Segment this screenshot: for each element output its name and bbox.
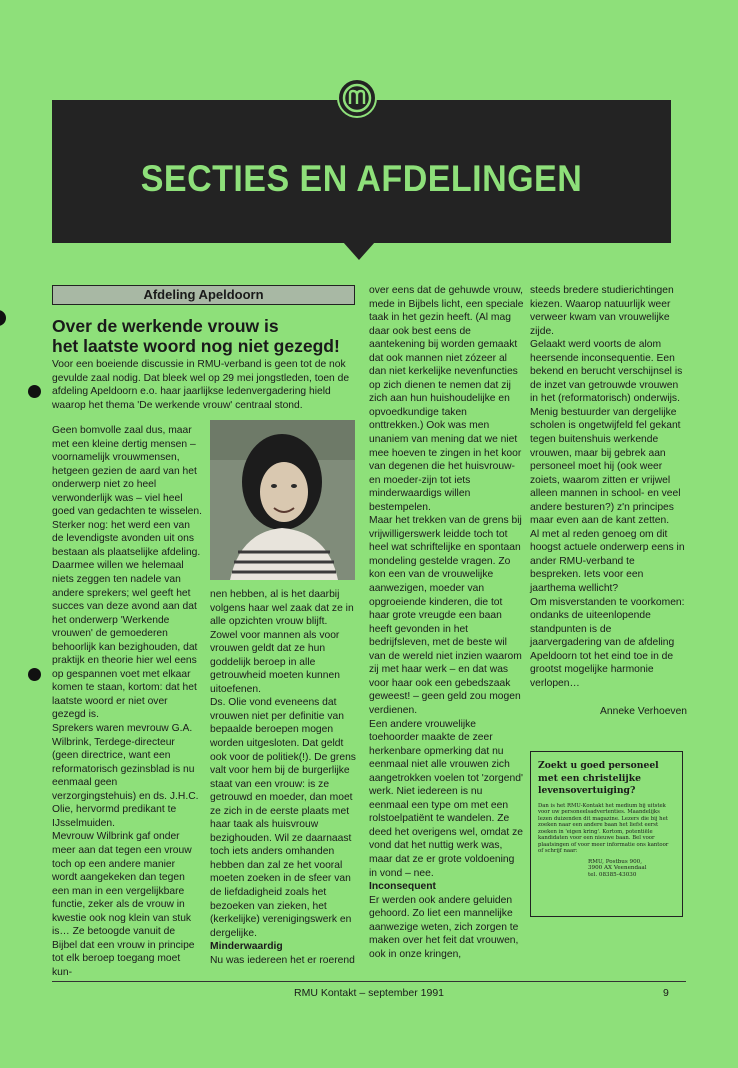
paragraph: steeds bredere studierichtingen kiezen. Waarop natuurlijk weer verweer kwam van vrouwelijke zijde.	[530, 285, 674, 337]
paragraph: Zowel voor mannen als voor vrouwen geldt dat ze hun goddelijk beroep in alle getrouwheid moeten kunnen uitoefenen.	[210, 629, 340, 695]
headline-line-2: het laatste woord nog niet gezegd!	[52, 336, 340, 356]
footer-divider	[52, 981, 686, 982]
ad-address	[588, 859, 675, 879]
paragraph: Gelaakt werd voorts de alom heersende inconsequentie. Een bekend en berucht verschijnsel is de inzet van getrouwde vrouwen in het (reformatorisch) onderwijs. Menig bestuurder van dergelijke scholen is ongetwijfeld fel gekant tegen buitenshuis werkende vrouwen, maar bij gebrek aan personeel moet hij (ook weer zoiets, waarom zitten er vrijwel alleen mannen in school- en veel andere besturen?) z'n principes maar even aan de kant zetten.	[530, 339, 683, 527]
ad-title: Zoekt u goed personeel met een christelijke levensovertuiging?	[538, 760, 659, 796]
article-headline	[52, 316, 357, 356]
paragraph: Er werden ook andere geluiden gehoord. Zo liet een mannelijke aanwezige weten, zich zorgen te maken over het feit dat vrouwen, ook in onze kringen,	[369, 894, 519, 960]
paragraph: Om misverstanden te voorkomen: ondanks de uiteenlopende standpunten is de jaarvergadering van de afdeling Apeldoorn tot het eind toe in de grootst mogelijke harmonie verlopen…	[530, 596, 685, 689]
paragraph: Sprekers waren mevrouw G.A. Wilbrink, Terdege-directeur (geen directrice, want een reformatorisch gezinsblad is nu eenmaal geen verzorgingstehuis) en ds. J.H.C. Olie, hervormd predikant te IJsselmuiden.	[52, 723, 199, 829]
section-label: Afdeling Apeldoorn	[52, 285, 355, 305]
subheading: Inconsequent	[369, 881, 436, 893]
paragraph: over eens dat de gehuwde vrouw, mede in Bijbels licht, een speciale taak in het gezin heeft. (Al mag daar ook best eens de aantekening bij worden gemaakt dat ook mannen niet zózeer al dan niet kerkelijke nevenfuncties op zich dienen te nemen dat zij zich aan hun huishoudelijke en opvoedkundige taken onttrekken.) Ook was men unaniem van mening dat we niet mee hoeven te zingen in het koor van degenen die het huisvrouw- en moeder-zijn tot iets minderwaardigs willen bestempelen.	[369, 285, 524, 513]
paragraph: nen hebben, al is het daarbij volgens haar wel zaak dat ze in alle opzichten vrouw blijft.	[210, 589, 354, 628]
headline-line-1: Over de werkende vrouw is	[52, 316, 279, 336]
article-column-2	[210, 588, 360, 967]
page-title: SECTIES EN AFDELINGEN	[140, 158, 583, 199]
paragraph: Een andere vrouwelijke toehoorder maakte de zeer herkenbare opmerking dat nu eenmaal niet alle vrouwen zich aangetrokken voelen tot 'zorgend' werk. Niet iedereen is nu eenmaal een type om met een rolstoelpatiënt te wandelen. Ze deed het overigens wel, omdat ze vond dat het nuttig werk was, maar dat ze er grote voldoening in vond – nee.	[369, 718, 523, 879]
ad-address-line: 3900 AX Veenendaal	[588, 865, 647, 872]
punch-hole-3	[28, 668, 41, 681]
punch-hole-1	[0, 310, 6, 326]
article-intro: Voor een boeiende discussie in RMU-verband is geen tot de nok gevulde zaal nodig. Dat bleek wel op 29 mei jongstleden, toen de afdeling Apeldoorn e.o. haar jaarlijkse ledenvergadering hield waarop het thema 'De werkende vrouw' centraal stond.	[52, 359, 350, 411]
paragraph: Maar het trekken van de grens bij vrijwilligerswerk leidde toch tot heel wat schriftelijke en spontaan mondeling gestelde vragen. Zo kon een van de vrouwelijke aanwezigen, moeder van opgroeiende kinderen, die tot haar grote vreugde een baan heeft gevonden in het bedrijfsleven, met de beste wil van de wereld niet inzien waarom zij met haar werk – en dat was voor haar ook een gebedszaak geweest! – geen geld zou mogen verdienen.	[369, 515, 522, 716]
paragraph: Mevrouw Wilbrink gaf onder meer aan dat tegen een vrouw toch op een andere manier wordt aangekeken dan tegen een man in een vergelijkbare functie, zeker als de vrouw in kwestie ook nog klein van stuk is… Ze betoogde vanuit de Bijbel dat een vrouw in principe tot elk beroep toegang moet kun-	[52, 831, 195, 978]
paragraph: Nu was iedereen het er roerend	[210, 954, 355, 966]
punch-hole-2	[28, 385, 41, 398]
article-column-4	[530, 284, 685, 690]
footer-publication: RMU Kontakt – september 1991	[294, 987, 444, 999]
subheading: Minderwaardig	[210, 941, 283, 953]
paragraph: Al met al reden genoeg om dit hoogst actuele onderwerp eens in ander RMU-verband te bespreken. Iets voor een jaarthema wellicht?	[530, 528, 685, 595]
rmu-logo-icon	[337, 78, 377, 118]
article-column-1	[52, 424, 203, 979]
paragraph: Ds. Olie vond eveneens dat vrouwen niet per definitie van bepaalde beroepen mogen worden uitgesloten. Dat geldt ook voor de politiek(!). De grens valt voor hem bij de burgerlijke staat van een vrouw: is ze getrouwd en moeder, dan moet ze zich in de eerste plaats met haar taak als huisvrouw bezighouden. Wil ze daarnaast toch iets anders omhanden hebben dan zal ze het vooral moeten zoeken in de sfeer van de liefdadigheid zoals het bezoeken van zieken, het (kerkelijke) verenigingswerk en dergelijke.	[210, 697, 356, 939]
paragraph: Geen bomvolle zaal dus, maar met een kleine dertig mensen – voornamelijk vrouwmensen, hetgeen gezien de aard van het onderwerp niet zo heel verwonderlijk was – viel heel goed van gedachten te wisselen. Sterker nog: het werd een van de levendigste avonden uit ons bestaan als plaatselijke afdeling. Daarmee willen we helemaal niets zeggen ten nadele van andere sprekers; wel geeft het succes van deze avond aan dat het onderwerp 'Werkende vrouwen' de gemoederen behoorlijk kan bezighouden, dat praktijk en theorie hier wel eens op gespannen voet met elkaar komen te staan, kortom: dat het laatste woord er niet over gezegd is.	[52, 425, 202, 721]
article-column-3	[369, 284, 524, 961]
ad-address-line: tel. 08385-43030	[588, 871, 637, 878]
banner-pointer	[343, 242, 375, 260]
advertisement-box	[530, 751, 683, 917]
ad-body: Dan is het RMU-Kontakt het medium bij uitstek voor uw personeelsadvertenties. Maandelijks lezen duizenden dit magazine. Lezers die bij het zoeken naar een andere baan het liefst eerst zoeken in 'eigen kring'. Kortom, potentiële kandidaten voor een nieuwe baan. Bel voor plaatsingen of voor meer informatie ons kantoor of schrijf naar:	[538, 802, 669, 854]
portrait-photo	[210, 420, 355, 580]
author-signature: Anneke Verhoeven	[600, 706, 688, 717]
page-number: 9	[663, 987, 669, 999]
header-banner	[52, 100, 671, 243]
ad-address-line: RMU, Postbus 900,	[588, 858, 643, 865]
